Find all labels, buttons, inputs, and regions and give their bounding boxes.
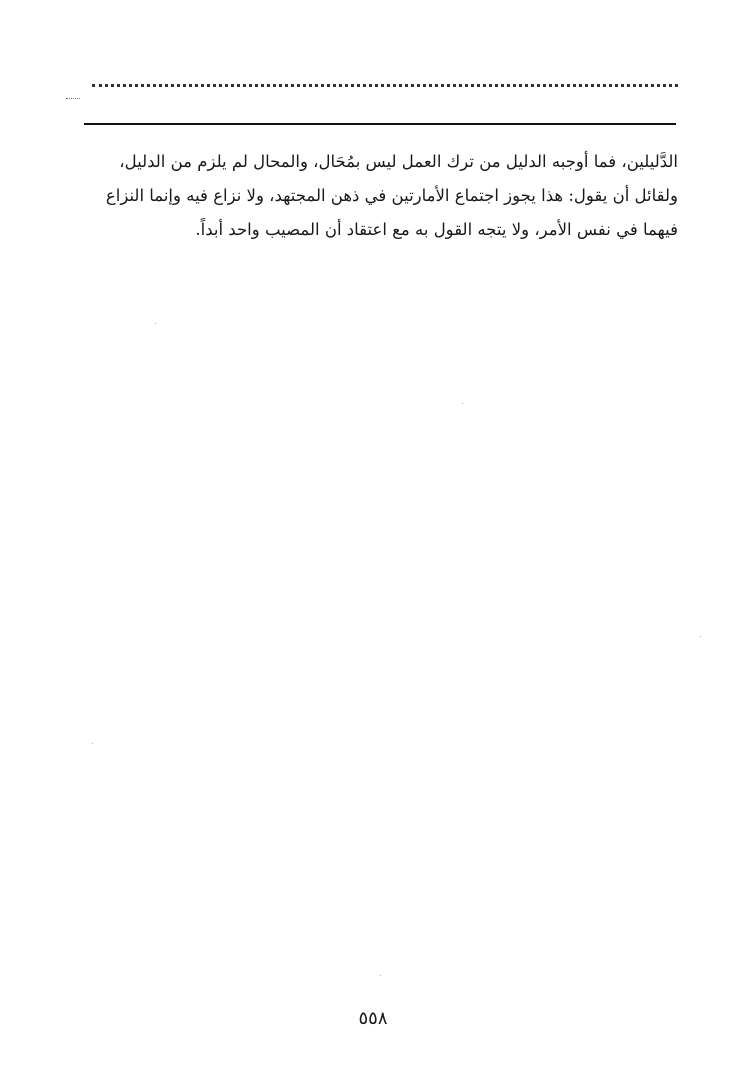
scan-speck — [380, 975, 381, 976]
text-line-2: ولقائل أن يقول: هذا يجوز اجتماع الأمارتين في ذهن المجتهد، ولا نزاع فيه وإنما النزاع — [105, 186, 678, 205]
stray-mark — [66, 98, 80, 99]
scan-speck — [462, 403, 463, 404]
scan-speck — [700, 636, 701, 637]
text-line-1: الدَّليلين، فما أوجبه الدليل من ترك العمل ليس بمُحَال، والمحال لم يلزم من الدليل، — [119, 152, 678, 171]
scan-speck — [92, 743, 93, 744]
page-number: ٥٥٨ — [358, 1008, 388, 1029]
scan-speck — [155, 323, 156, 324]
header-rule — [84, 123, 676, 125]
text-line-3: فيهما في نفس الأمر، ولا يتجه القول به مع اعتقاد أن المصيب واحد أبداً. — [195, 220, 678, 239]
dotted-separator — [92, 84, 678, 87]
body-paragraph — [78, 145, 678, 247]
